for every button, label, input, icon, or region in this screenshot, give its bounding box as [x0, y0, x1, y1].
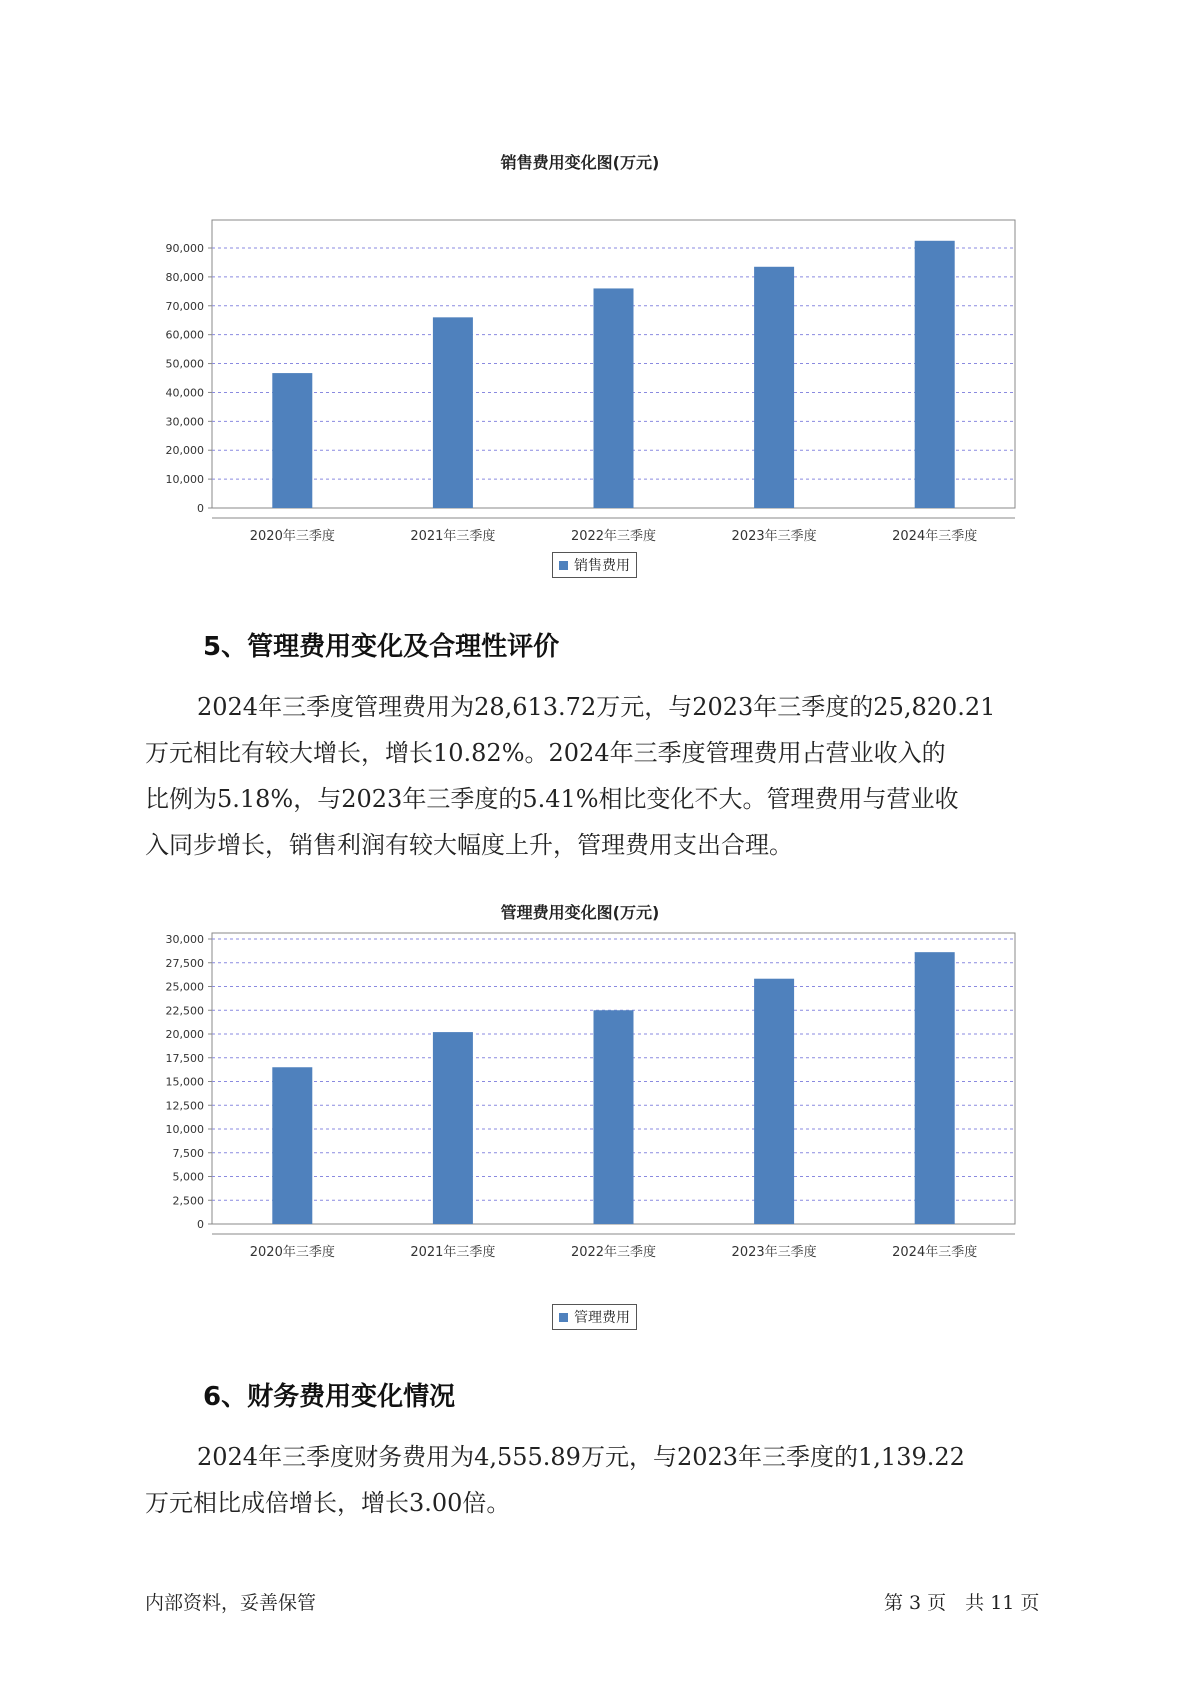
x-tick-label: 2023年三季度 — [731, 529, 817, 544]
legend-swatch — [559, 1313, 568, 1322]
x-tick-label: 2020年三季度 — [249, 1245, 335, 1260]
y-tick-label: 20,000 — [165, 444, 204, 458]
bar — [915, 952, 955, 1224]
legend-label: 销售费用 — [574, 558, 630, 574]
admin-expense-chart — [140, 890, 1020, 1340]
section-5-heading: 5、管理费用变化及合理性评价 — [203, 632, 560, 662]
y-tick-label: 90,000 — [165, 242, 204, 255]
x-tick-label: 2021年三季度 — [410, 1245, 496, 1260]
bar — [915, 241, 955, 508]
footer-confidential: 内部资料，妥善保管 — [145, 1592, 317, 1614]
bar — [754, 267, 794, 508]
chart-title: 管理费用变化图(万元) — [500, 903, 660, 922]
paragraph-line: 2024年三季度财务费用为4,555.89万元，与2023年三季度的1,139.22 — [197, 1443, 965, 1471]
section-6-heading: 6、财务费用变化情况 — [203, 1382, 456, 1412]
y-tick-label: 12,500 — [165, 1099, 204, 1113]
y-tick-label: 17,500 — [165, 1051, 204, 1065]
y-tick-label: 80,000 — [165, 270, 204, 284]
y-tick-label: 7,500 — [172, 1146, 204, 1160]
bar — [433, 317, 473, 508]
x-tick-label: 2022年三季度 — [570, 1245, 657, 1260]
bar — [272, 373, 312, 508]
legend-label: 管理费用 — [574, 1310, 630, 1326]
paragraph-line: 万元相比有较大增长，增长10.82%。2024年三季度管理费用占营业收入的 — [145, 739, 946, 767]
x-tick-label: 2021年三季度 — [410, 529, 496, 544]
y-tick-label: 2,500 — [172, 1194, 204, 1208]
y-tick-label: 0 — [197, 502, 204, 515]
sales-expense-chart — [140, 140, 1020, 580]
footer-page-number: 第 3 页 共 11 页 — [884, 1592, 1040, 1614]
y-tick-label: 0 — [197, 1218, 204, 1231]
y-tick-label: 27,500 — [165, 956, 204, 970]
legend-swatch — [559, 561, 568, 570]
y-tick-label: 60,000 — [165, 328, 204, 342]
x-tick-label: 2020年三季度 — [249, 529, 335, 544]
paragraph-line: 入同步增长，销售利润有较大幅度上升，管理费用支出合理。 — [145, 831, 793, 859]
paragraph-line: 万元相比成倍增长，增长3.00倍。 — [145, 1489, 511, 1517]
paragraph-line: 2024年三季度管理费用为28,613.72万元，与2023年三季度的25,820.21 — [197, 693, 996, 721]
chart-legend — [552, 552, 637, 578]
y-tick-label: 30,000 — [165, 415, 204, 429]
y-tick-label: 50,000 — [165, 357, 204, 371]
y-tick-label: 10,000 — [165, 473, 204, 487]
x-tick-label: 2023年三季度 — [731, 1245, 817, 1260]
y-tick-label: 40,000 — [165, 386, 204, 400]
chart-legend — [552, 1304, 637, 1330]
y-tick-label: 70,000 — [165, 299, 204, 313]
section-5-paragraph — [145, 684, 1050, 868]
y-tick-label: 15,000 — [165, 1075, 204, 1089]
y-tick-label: 30,000 — [165, 933, 204, 946]
y-tick-label: 5,000 — [172, 1170, 204, 1184]
chart-plot — [140, 180, 1020, 580]
x-tick-label: 2024年三季度 — [892, 1245, 978, 1260]
y-tick-label: 10,000 — [165, 1123, 204, 1136]
y-tick-label: 25,000 — [165, 980, 204, 994]
x-tick-label: 2022年三季度 — [570, 529, 657, 544]
bar — [594, 288, 634, 508]
bar — [433, 1032, 473, 1224]
y-tick-label: 20,000 — [165, 1028, 204, 1041]
bar — [754, 979, 794, 1224]
x-tick-label: 2024年三季度 — [892, 529, 978, 544]
bar — [272, 1067, 312, 1224]
y-tick-label: 22,500 — [165, 1004, 204, 1018]
chart-title: 销售费用变化图(万元) — [500, 153, 660, 172]
chart-plot — [140, 930, 1020, 1340]
paragraph-line: 比例为5.18%，与2023年三季度的5.41%相比变化不大。管理费用与营业收 — [145, 785, 959, 813]
section-6-paragraph — [145, 1434, 1050, 1526]
bar — [594, 1010, 634, 1224]
